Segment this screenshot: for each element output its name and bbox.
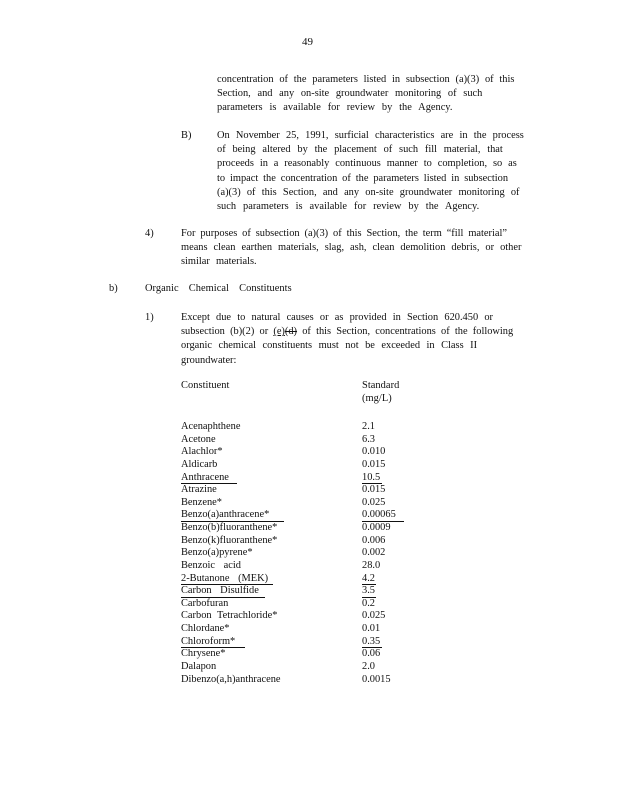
page-number: 49	[302, 36, 314, 48]
standard-value: 0.35	[362, 635, 381, 647]
constituent-name: Atrazine	[181, 484, 217, 496]
table-row	[181, 497, 421, 510]
item-label-1: 1)	[145, 312, 154, 323]
text-line: Section, and any on-site groundwater monitoring of such	[217, 88, 483, 100]
column-header-constituent: Constituent	[181, 380, 230, 391]
section-heading: Organic Chemical Constituents	[145, 283, 292, 294]
standard-value: 0.025	[362, 610, 386, 622]
text-line: of being altered by the placement of such fill material, that	[217, 144, 503, 156]
standard-value: 2.1	[362, 421, 375, 432]
paragraph-4	[181, 227, 521, 270]
table-row	[181, 674, 421, 687]
standard-value: 3.5	[362, 585, 375, 597]
table-row	[181, 648, 421, 661]
constituent-name: 2-Butanone (MEK)	[181, 572, 269, 584]
text-line: organic chemical constituents must not be exceeded in Class II	[181, 340, 478, 352]
table-row	[181, 636, 421, 649]
standard-value: 0.002	[362, 547, 386, 559]
standard-value: 0.06	[362, 648, 381, 660]
text-line: groundwater:	[181, 354, 237, 366]
standard-value: 0.025	[362, 496, 386, 508]
constituent-name: Benzo(k)fluoranthene*	[181, 534, 278, 546]
text-line: (a)(3) of this Section, and any on-site groundwater monitoring of	[217, 186, 520, 198]
item-label-B: B)	[181, 130, 192, 141]
standard-value: 0.015	[362, 458, 386, 470]
table-row	[181, 421, 421, 434]
constituent-name: Acenaphthene	[181, 421, 241, 432]
constituent-name: Benzo(a)pyrene*	[181, 547, 253, 559]
paragraph-B	[217, 129, 524, 214]
column-header-standard: Standard	[362, 380, 400, 391]
standard-value: 0.01	[362, 623, 381, 634]
item-label-4: 4)	[145, 228, 154, 239]
constituent-name: Alachlor*	[181, 446, 223, 458]
standard-value: 6.3	[362, 433, 375, 445]
standard-value: 4.2	[362, 572, 375, 584]
table-row	[181, 484, 421, 497]
constituent-name: Benzo(a)anthracene*	[181, 509, 270, 521]
text-line: For purposes of subsection (a)(3) of this Section, the term “fill material”	[181, 228, 507, 239]
paragraph-1	[181, 311, 513, 368]
table-row	[181, 610, 421, 623]
standard-value: 0.00065	[362, 509, 396, 521]
table-row	[181, 560, 421, 573]
constituent-name: Benzoic acid	[181, 559, 241, 571]
table-row	[181, 623, 421, 636]
text-line: to impact the concentration of the parameters listed in subsection	[217, 172, 509, 184]
deleted-text: (d)	[284, 326, 298, 338]
standard-value: 0.0015	[362, 673, 391, 685]
table-row	[181, 472, 421, 485]
standard-value: 0.010	[362, 446, 386, 458]
table-row	[181, 522, 421, 535]
text-line-amended	[181, 325, 513, 339]
constituent-name: Benzo(b)fluoranthene*	[181, 522, 278, 533]
text-line: proceeds in a reasonably continuous manner to completion, so as	[217, 158, 517, 170]
table-row	[181, 573, 421, 586]
standard-value: 0.006	[362, 534, 386, 546]
paragraph-a3-continuation	[217, 73, 514, 116]
section-label-b: b)	[109, 283, 118, 294]
constituent-name: Dibenzo(a,h)anthracene	[181, 673, 281, 685]
table-row	[181, 434, 421, 447]
standard-value: 2.0	[362, 660, 375, 672]
text-line: On November 25, 1991, surficial characteristics are in the process	[217, 130, 524, 141]
text-line: such parameters is available for review by the Agency.	[217, 200, 480, 212]
constituent-name: Carbon Tetrachloride*	[181, 610, 278, 622]
inserted-text: (e)	[273, 326, 285, 338]
constituent-table	[181, 421, 421, 686]
standard-value: 0.015	[362, 484, 386, 496]
constituent-name: Carbofuran	[181, 597, 229, 609]
standard-value: 0.0009	[362, 522, 391, 533]
text-line: concentration of the parameters listed in subsection (a)(3) of this	[217, 74, 515, 85]
constituent-name: Chloroform*	[181, 635, 236, 647]
table-row	[181, 535, 421, 548]
constituent-name: Acetone	[181, 433, 216, 445]
constituent-name: Dalapon	[181, 660, 217, 672]
text-segment: subsection (b)(2) or	[181, 326, 274, 338]
constituent-name: Benzene*	[181, 496, 222, 508]
table-row	[181, 585, 421, 598]
standard-value: 28.0	[362, 559, 381, 571]
table-row	[181, 661, 421, 674]
column-header-units: (mg/L)	[362, 393, 392, 404]
table-row	[181, 547, 421, 560]
constituent-name: Aldicarb	[181, 458, 218, 470]
text-line: Except due to natural causes or as provided in Section 620.450 or	[181, 312, 493, 323]
standard-value: 0.2	[362, 597, 375, 609]
text-line: similar materials.	[181, 256, 257, 268]
table-row	[181, 509, 421, 522]
constituent-name: Carbon Disulfide	[181, 585, 259, 597]
table-row	[181, 598, 421, 611]
text-segment: of this Section, concentrations of the following	[297, 326, 514, 338]
constituent-name: Anthracene	[181, 471, 229, 483]
table-row	[181, 459, 421, 472]
text-line: parameters is available for review by the Agency.	[217, 102, 453, 114]
text-line: means clean earthen materials, slag, ash, clean demolition debris, or other	[181, 242, 522, 254]
standard-value: 10.5	[362, 471, 381, 483]
table-row	[181, 446, 421, 459]
constituent-name: Chlordane*	[181, 623, 230, 634]
constituent-name: Chrysene*	[181, 648, 226, 660]
